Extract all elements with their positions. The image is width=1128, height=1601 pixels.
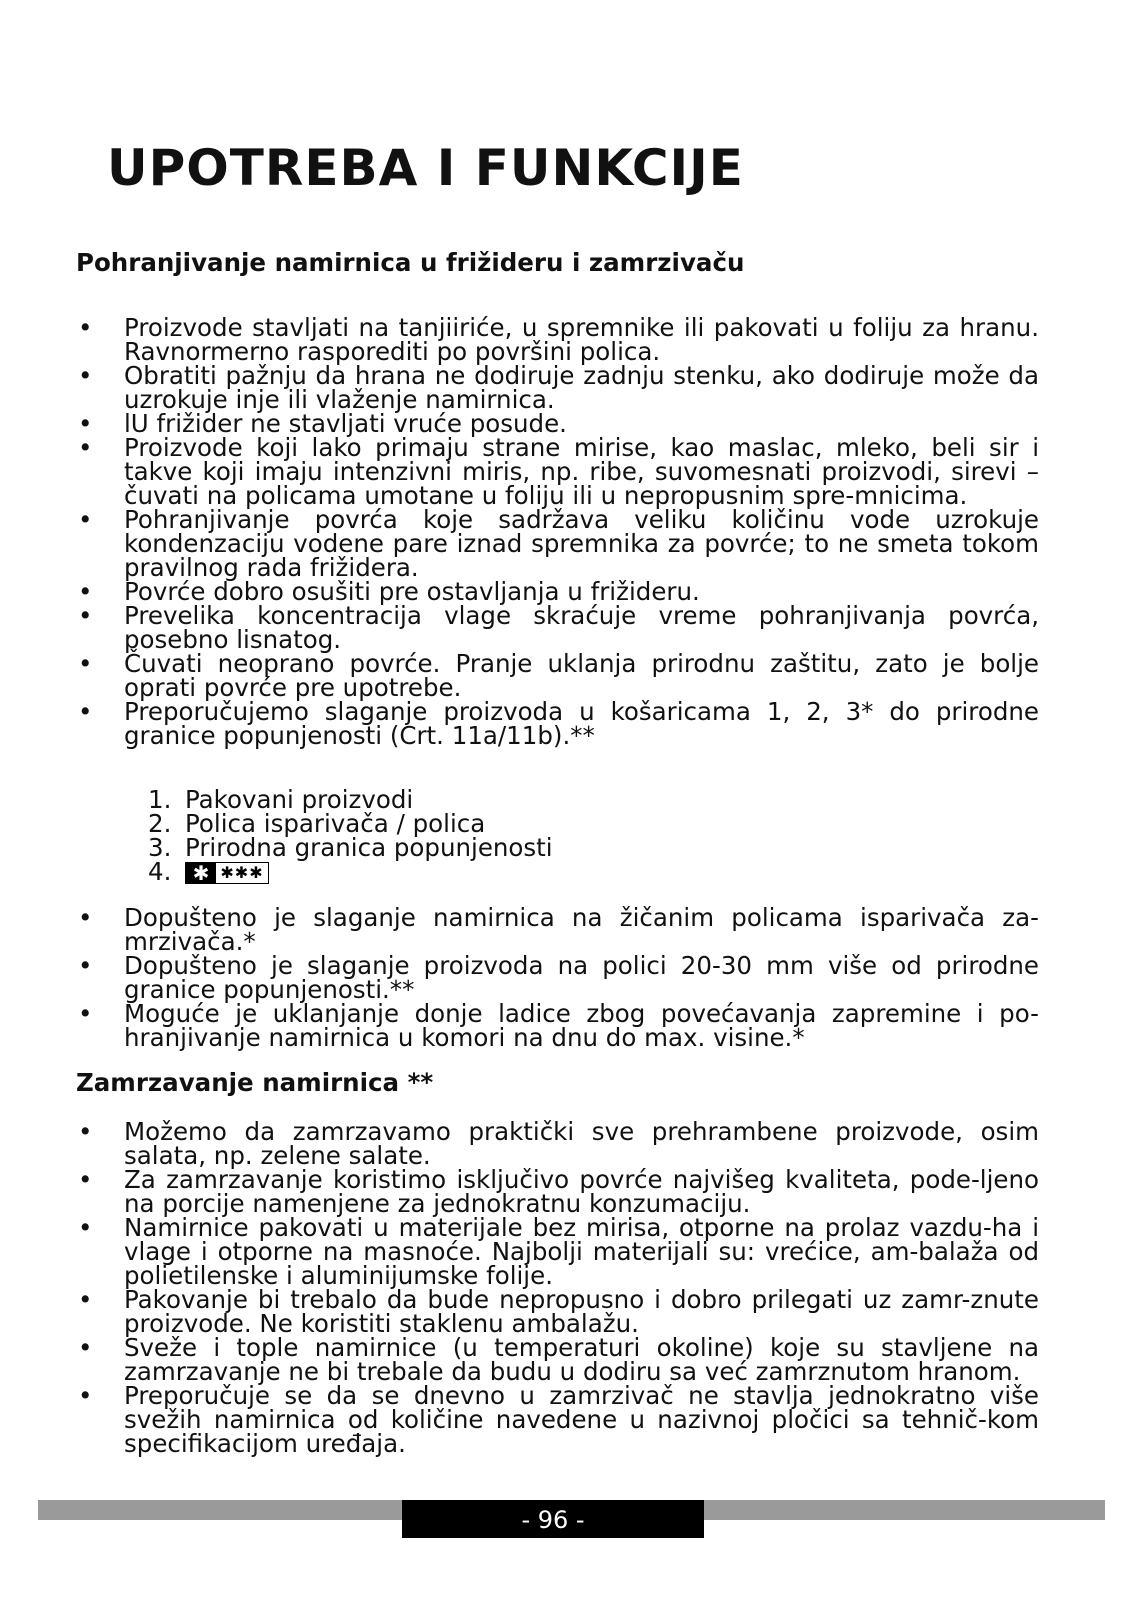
snowflake-icon: ✱ — [186, 863, 216, 883]
legend-text: Pakovani proizvodi — [185, 785, 414, 814]
page-title: UPOTREBA I FUNKCIJE — [107, 139, 744, 197]
list-item: • Dopušteno je slaganje namirnica na žičanim policama isparivača za-mrzivača.* — [76, 906, 1039, 954]
legend-number: 3. — [148, 833, 172, 862]
list-item: • Za zamrzavanje koristimo isključivo povrće najvišeg kvaliteta, pode-ljeno na porcije namenjene za jednokratnu konzumaciju. — [76, 1168, 1039, 1216]
legend-number: 4. — [148, 857, 172, 886]
list-item: • Čuvati neoprano povrće. Pranje uklanja prirodnu zaštitu, zato je bolje oprati povrće pre upotrebe. — [76, 652, 1039, 700]
storage-extra-bullet-list — [76, 903, 1039, 1052]
page-number: - 96 - — [402, 1500, 704, 1538]
stars-icon: ✱✱✱ — [220, 863, 264, 882]
list-item: • Dopušteno je slaganje proizvoda na polici 20-30 mm više od prirodne granice popunjenosti.** — [76, 954, 1039, 1002]
list-item: • Proizvode koji lako primaju strane mirise, kao maslac, mleko, beli sir i takve koji imaju intenzivni miris, np. ribe, suvomesnati proizvodi, sirevi – čuvati na policama umotane u foliju ili u nepropusnim spre-mnicima. — [76, 436, 1039, 508]
list-item: • Sveže i tople namirnice (u temperaturi okoline) koje su stavljene na zamrzavanje ne bi trebale da budu u dodiru sa već zamrznutom hranom. — [76, 1336, 1039, 1384]
legend-item — [148, 833, 553, 862]
legend-text: Prirodna granica popunjenosti — [185, 833, 553, 862]
freezing-bullet-list — [76, 1117, 1039, 1458]
section-heading-storage: Pohranjivanje namirnica u frižideru i zamrzivaču — [76, 248, 745, 277]
list-item: • Preporučujemo slaganje proizvoda u košaricama 1, 2, 3* do prirodne granice popunjenosti (Crt. 11a/11b).** — [76, 700, 1039, 748]
list-item: • Obratiti pažnju da hrana ne dodiruje zadnju stenku, ako dodiruje može da uzrokuje inje ili vlaženje namirnica. — [76, 364, 1039, 412]
legend-item — [148, 857, 553, 886]
section-heading-freezing: Zamrzavanje namirnica ** — [76, 1068, 434, 1097]
list-item: • Pohranjivanje povrća koje sadržava veliku količinu vode uzrokuje kondenzaciju vodene pare iznad spremnika za povrće; to ne smeta tokom pravilnog rada frižidera. — [76, 508, 1039, 580]
legend-number: 2. — [148, 809, 172, 838]
list-item: • lU frižider ne stavljati vruće posude. — [76, 412, 1039, 436]
legend-text: Polica isparivača / polica — [185, 809, 486, 838]
storage-bullet-list — [76, 313, 1039, 750]
list-item: • Moguće je uklanjanje donje ladice zbog povećavanja zapremine i po-hranjivanje namirnica u komori na dnu do max. visine.* — [76, 1002, 1039, 1050]
list-item: • Pakovanje bi trebalo da bude nepropusno i dobro prilegati uz zamr-znute proizvode. Ne koristiti staklenu ambalažu. — [76, 1288, 1039, 1336]
list-item: • Povrće dobro osušiti pre ostavljanja u frižideru. — [76, 580, 1039, 604]
legend-numbered-list — [148, 785, 553, 886]
list-item: • Preporučuje se da se dnevno u zamrzivač ne stavlja jednokratno više svežih namirnica od količine navedene u nazivnoj pločici sa tehnič-kom specifikacijom uređaja. — [76, 1384, 1039, 1456]
list-item: • Namirnice pakovati u materijale bez mirisa, otporne na prolaz vazdu-ha i vlage i otporne na masnoće. Najbolji materijali su: vrećice, am-balaža od polietilenske i aluminijumske folije. — [76, 1216, 1039, 1288]
list-item: • Proizvode stavljati na tanjiiriće, u spremnike ili pakovati u foliju za hranu. Ravnormerno rasporediti po površini polica. — [76, 316, 1039, 364]
legend-number: 1. — [148, 785, 172, 814]
list-item: • Možemo da zamrzavamo praktički sve prehrambene proizvode, osim salata, np. zelene salate. — [76, 1120, 1039, 1168]
list-item: • Prevelika koncentracija vlage skraćuje vreme pohranjivanja povrća, posebno lisnatog. — [76, 604, 1039, 652]
freezer-star-rating-icon — [185, 862, 269, 884]
